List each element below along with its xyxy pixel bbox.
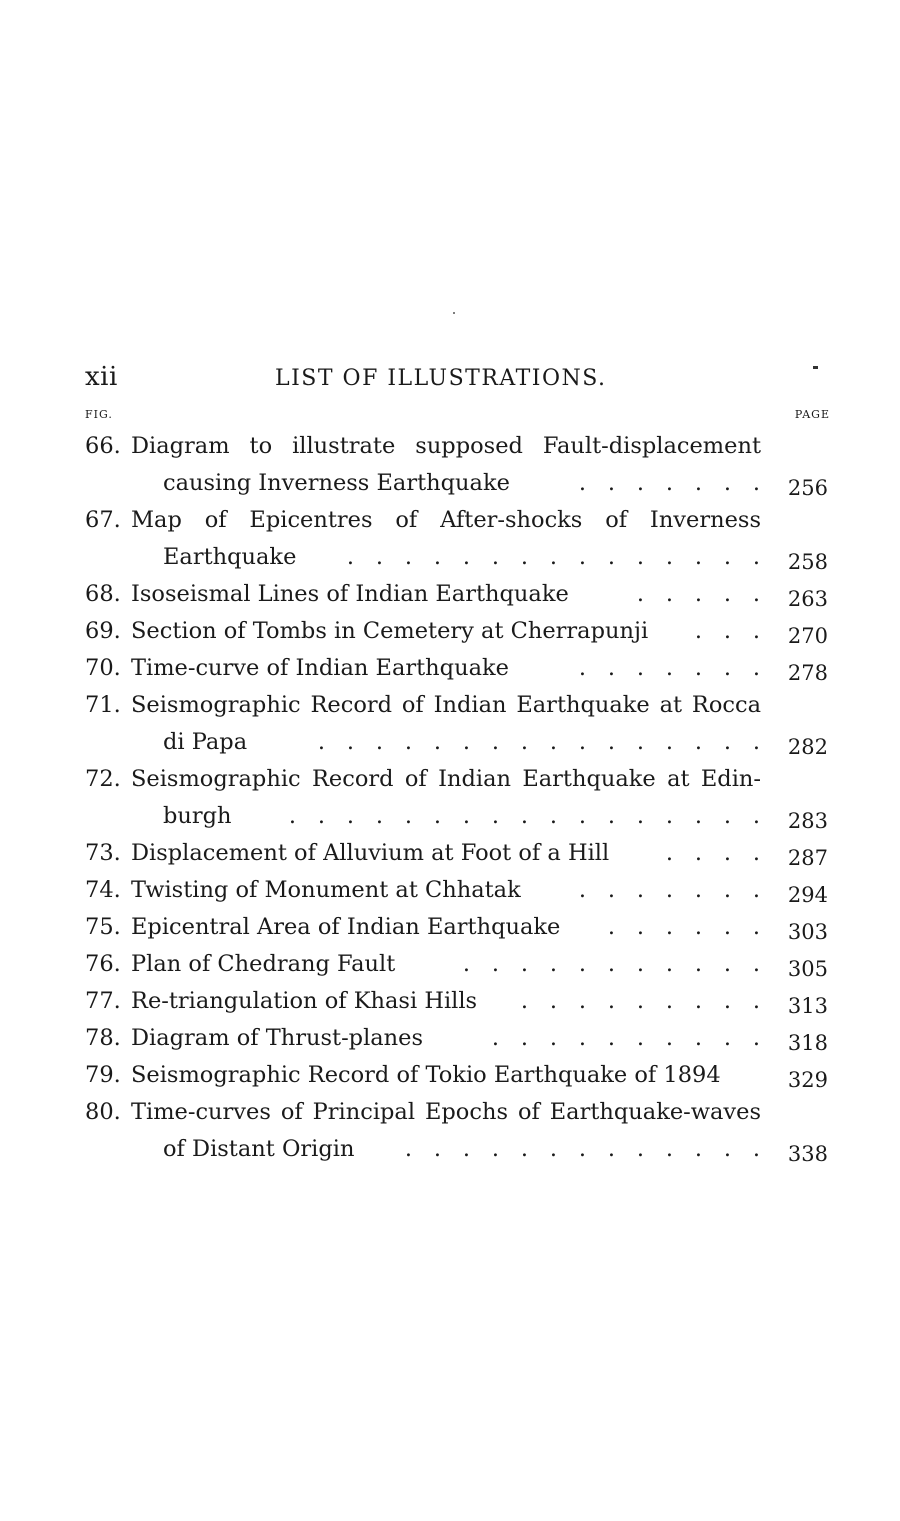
page-number-ref: 338 xyxy=(787,1142,828,1166)
figure-number: 72. xyxy=(85,766,121,792)
entry-title: Section of Tombs in Cemetery at Cherrapunji xyxy=(131,618,649,644)
entry-title: Earthquake . . . . . . . . . . . . . . . 258 xyxy=(85,539,830,576)
entry-title: Time-curves of Principal Epochs of Earthquake-waves xyxy=(131,1099,761,1125)
leader-dots: . . . . . . . . . . . xyxy=(462,951,760,977)
figure-number: 67. xyxy=(85,507,121,533)
entry-title: Epicentral Area of Indian Earthquake xyxy=(131,914,561,940)
figure-number: 70. xyxy=(85,655,121,681)
list-item xyxy=(85,502,830,576)
entry-title: of Distant Origin . . . . . . . . . . . . . 338 xyxy=(85,1131,830,1168)
ink-mark xyxy=(813,366,818,369)
page-number-ref: 329 xyxy=(787,1068,828,1092)
entry-title: Seismographic Record of Indian Earthquake at Edin- xyxy=(131,766,761,792)
entry-title: Displacement of Alluvium at Foot of a Hill xyxy=(131,840,610,866)
leader-dots: . . . . xyxy=(665,840,760,866)
list-item xyxy=(85,872,830,909)
entry-title: Diagram to illustrate supposed Fault-displacement xyxy=(131,433,761,459)
entry-title: Map of Epicentres of After-shocks of Inverness xyxy=(131,507,761,533)
page-number-ref: 256 xyxy=(787,476,828,500)
page-number-ref: 270 xyxy=(787,624,828,648)
page-number-ref: 318 xyxy=(787,1031,828,1055)
page-number-ref: 287 xyxy=(787,846,828,870)
figure-number: 66. xyxy=(85,433,121,459)
list-item xyxy=(85,1094,830,1168)
entry-title: Diagram of Thrust-planes xyxy=(131,1025,424,1051)
page-number-ref: 263 xyxy=(787,587,828,611)
fig-column-label: FIG. xyxy=(85,408,113,421)
figure-number: 76. xyxy=(85,951,121,977)
page-number: xii xyxy=(85,362,118,392)
leader-dots: . . . . . . . . . . . . . . . . . xyxy=(288,803,760,829)
page-number-ref: 282 xyxy=(787,735,828,759)
page-number-ref: 305 xyxy=(787,957,828,981)
illustrations-list xyxy=(85,428,830,1168)
leader-dots: . . . . . . . . . . . . . . . xyxy=(346,544,760,570)
entry-title: Plan of Chedrang Fault xyxy=(131,951,396,977)
page-number-ref: 283 xyxy=(787,809,828,833)
leader-dots: . . . . . xyxy=(636,581,760,607)
figure-number: 80. xyxy=(85,1099,121,1125)
figure-number: 73. xyxy=(85,840,121,866)
list-item xyxy=(85,650,830,687)
leader-dots: . . . . . . . xyxy=(578,655,760,681)
page-number-ref: 258 xyxy=(787,550,828,574)
page-number-ref: 303 xyxy=(787,920,828,944)
list-item xyxy=(85,687,830,761)
page-number-ref: 313 xyxy=(787,994,828,1018)
column-labels xyxy=(85,408,830,428)
ink-speck xyxy=(453,312,455,314)
figure-number: 68. xyxy=(85,581,121,607)
leader-dots: . . . xyxy=(694,618,760,644)
leader-dots: . . . . . . . . . . xyxy=(491,1025,760,1051)
page-number-ref: 294 xyxy=(787,883,828,907)
list-item xyxy=(85,946,830,983)
page-column-label: PAGE xyxy=(794,408,830,421)
leader-dots: . . . . . . . . . . . . . . . . xyxy=(317,729,760,755)
leader-dots: . . . . . . . . . . . . . xyxy=(404,1136,760,1162)
list-item xyxy=(85,761,830,835)
entry-title: Twisting of Monument at Chhatak xyxy=(131,877,521,903)
list-item xyxy=(85,909,830,946)
figure-number: 69. xyxy=(85,618,121,644)
leader-dots: . . . . . . . . . xyxy=(520,988,760,1014)
entry-title: causing Inverness Earthquake . . . . . . . 256 xyxy=(85,465,830,502)
figure-number: 74. xyxy=(85,877,121,903)
running-title: LIST OF ILLUSTRATIONS. xyxy=(275,366,607,391)
list-item xyxy=(85,835,830,872)
entry-title: Re-triangulation of Khasi Hills xyxy=(131,988,478,1014)
leader-dots: . . . . . . . xyxy=(578,470,760,496)
list-item xyxy=(85,428,830,502)
entry-title: burgh . . . . . . . . . . . . . . . . . 283 xyxy=(85,798,830,835)
figure-number: 71. xyxy=(85,692,121,718)
entry-title: Time-curve of Indian Earthquake xyxy=(131,655,509,681)
figure-number: 78. xyxy=(85,1025,121,1051)
entry-title: Isoseismal Lines of Indian Earthquake xyxy=(131,581,569,607)
page-header xyxy=(85,362,830,402)
list-item xyxy=(85,1020,830,1057)
figure-number: 75. xyxy=(85,914,121,940)
list-item xyxy=(85,613,830,650)
leader-dots: . . . . . . . xyxy=(578,877,760,903)
entry-title: di Papa . . . . . . . . . . . . . . . . 282 xyxy=(85,724,830,761)
figure-number: 79. xyxy=(85,1062,121,1088)
page-number-ref: 278 xyxy=(787,661,828,685)
entry-title: Seismographic Record of Tokio Earthquake of 1894 xyxy=(131,1062,721,1088)
list-item xyxy=(85,576,830,613)
list-item xyxy=(85,983,830,1020)
list-item xyxy=(85,1057,830,1094)
entry-title: Seismographic Record of Indian Earthquake at Rocca xyxy=(131,692,761,718)
leader-dots: . . . . . . xyxy=(607,914,760,940)
figure-number: 77. xyxy=(85,988,121,1014)
